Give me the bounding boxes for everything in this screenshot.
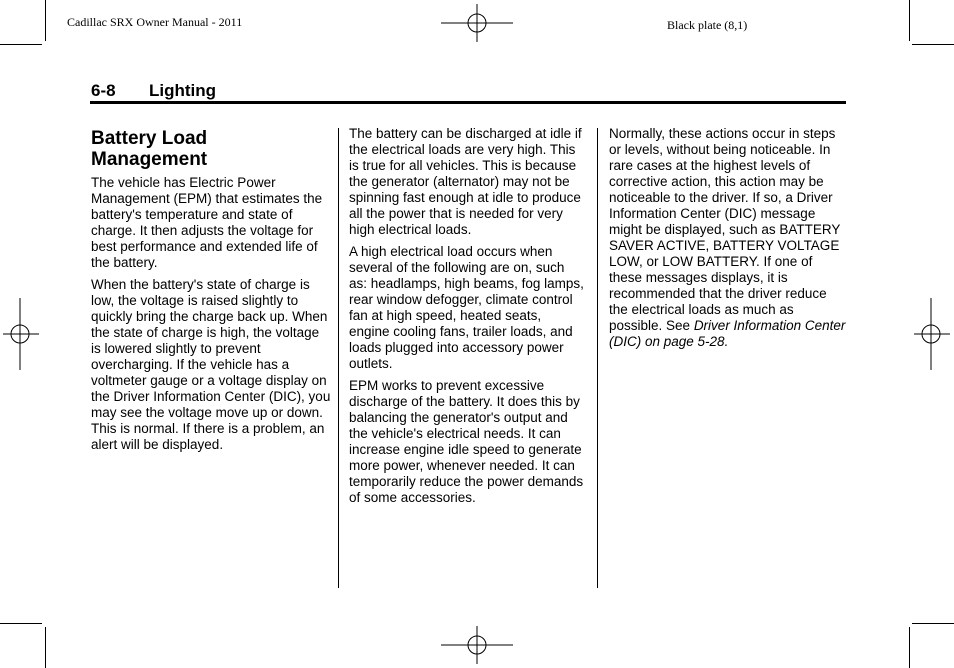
paragraph-end: . [724, 334, 729, 349]
crop-mark-bl-h [0, 623, 42, 624]
section-title: Lighting [149, 81, 217, 100]
paragraph: The vehicle has Electric Power Management (EPM) that estimates the battery's temperature and state of charge. It then adjusts the voltage for best performance and extended life of the battery. [91, 175, 323, 270]
column-divider-1 [338, 128, 339, 588]
crop-mark-bl-v [45, 627, 46, 668]
section-number: 6-8 [91, 81, 116, 100]
registration-mark-left [3, 298, 39, 370]
column-1 [91, 126, 331, 459]
crop-mark-br-v [909, 627, 910, 668]
paragraph: When the battery's state of charge is low, the voltage is raised slightly to quickly bring the charge back up. When the state of charge is high, the voltage is lowered slightly to prevent overcharging. If the vehicle has a voltmeter gauge or a voltage display on the Driver Information Center (DIC), you may see the voltage move up or down. This is normal. If there is a problem, an alert will be displayed. [91, 277, 331, 452]
paragraph-text: Normally, these actions occur in steps or levels, without being noticeable. In rare cases at the highest levels of corrective action, this action may be noticeable to the driver. If so, a Driver Information Center (DIC) message might be displayed, such as BATTERY SAVER ACTIVE, BATTERY VOLTAGE LOW, or LOW BATTERY. If one of these messages displays, it is recommended that the driver reduce the electrical loads as much as possible. See [609, 126, 841, 333]
section-rule [90, 101, 846, 104]
registration-mark-top [441, 4, 513, 42]
plate-info: Black plate (8,1) [667, 18, 748, 32]
paragraph: A high electrical load occurs when several of the following are on, such as: headlamps, high beams, fog lamps, rear window defogger, climate control fan at high speed, heated seats, engine cooling fans, trailer loads, and loads plugged into accessory power outlets. [349, 244, 584, 371]
column-2 [349, 126, 585, 512]
paragraph [609, 126, 847, 350]
paragraph: The battery can be discharged at idle if the electrical loads are very high. This is true for all vehicles. This is because the generator (alternator) may not be spinning fast enough at idle to produce all the power that is needed for very high electrical loads. [349, 126, 582, 237]
crop-mark-tl-h [0, 44, 42, 45]
registration-mark-bottom [441, 626, 513, 664]
column-divider-2 [597, 128, 598, 588]
column-3 [609, 126, 847, 356]
crop-mark-br-h [912, 623, 954, 624]
heading-line-2: Management [91, 149, 208, 170]
registration-mark-right [914, 298, 950, 370]
crop-mark-tr-h [912, 44, 954, 45]
cross-reference-link[interactable]: Driver Information Center (DIC) on page 5-28 [609, 318, 846, 349]
article-heading [91, 128, 331, 170]
crop-mark-tr-v [909, 0, 910, 41]
crop-mark-tl-v [45, 0, 46, 41]
heading-line-1: Battery Load [91, 128, 208, 149]
manual-title: Cadillac SRX Owner Manual - 2011 [67, 15, 243, 29]
paragraph: EPM works to prevent excessive discharge of the battery. It does this by balancing the generator's output and the vehicle's electrical needs. It can increase engine idle speed to generate more power, whenever needed. It can temporarily reduce the power demands of some accessories. [349, 378, 584, 505]
